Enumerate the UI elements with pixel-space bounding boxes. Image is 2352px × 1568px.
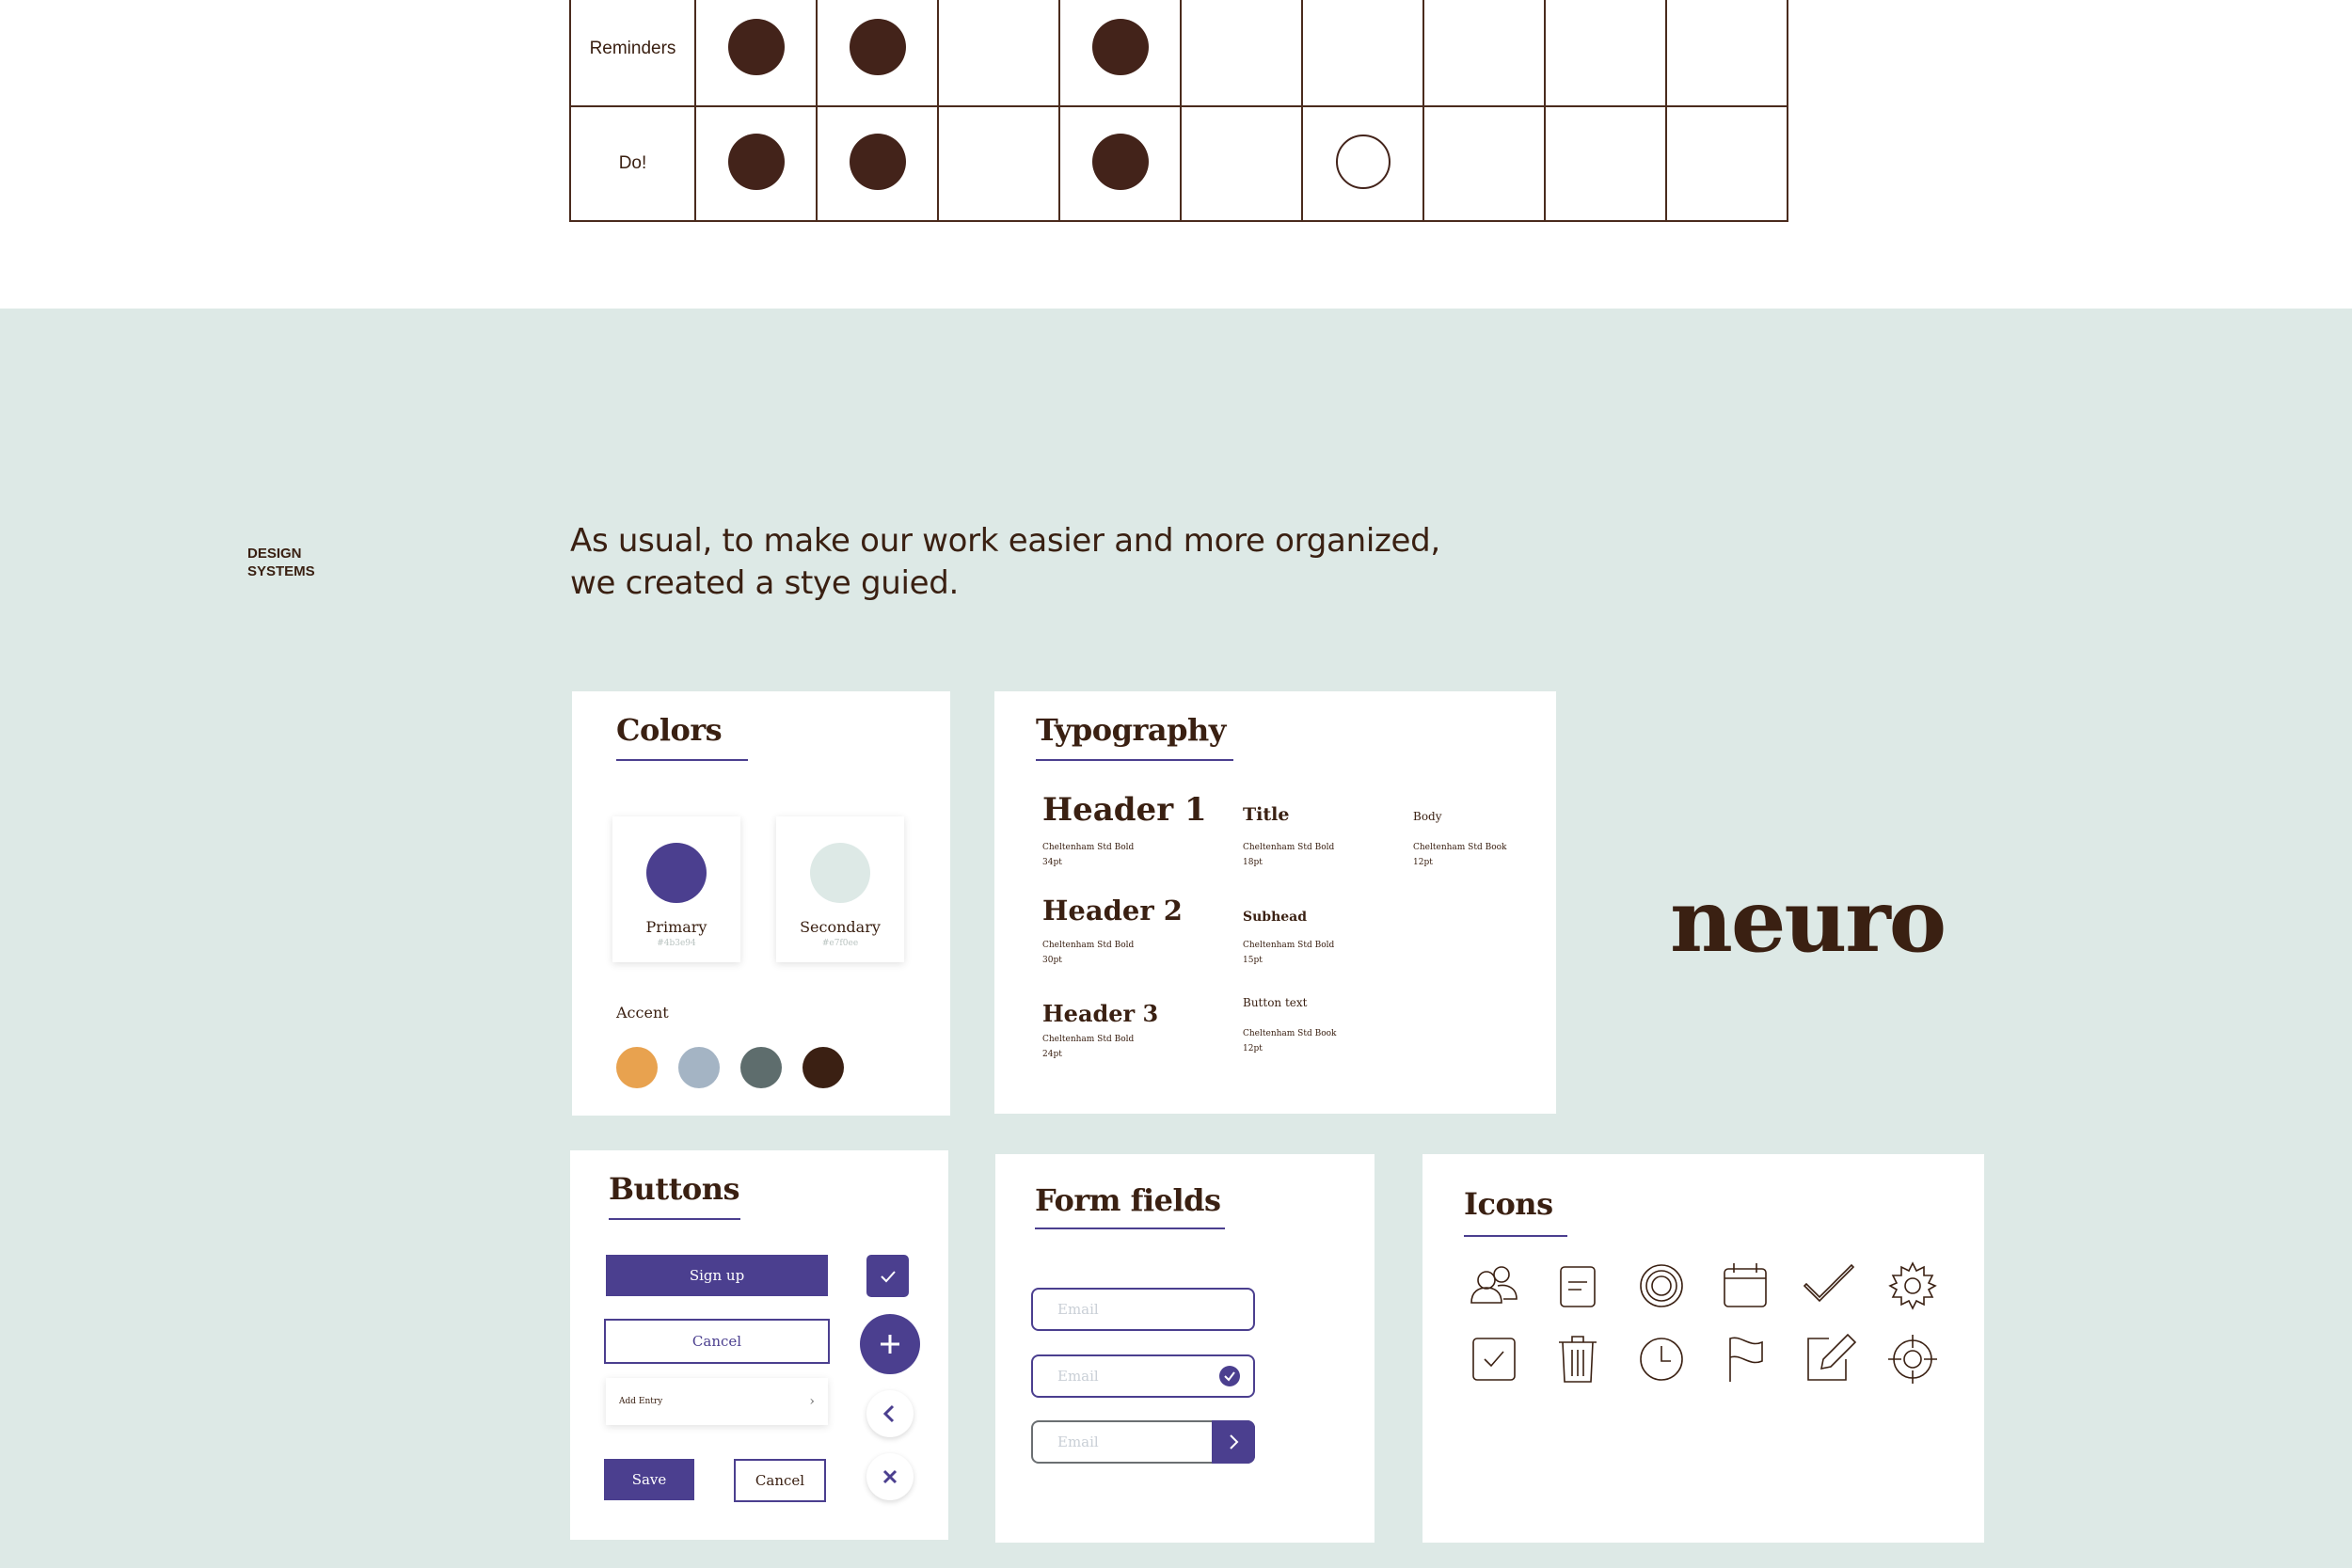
habit-tracker-area bbox=[0, 0, 2352, 309]
gear-icon bbox=[1884, 1258, 1941, 1314]
email-input[interactable] bbox=[1056, 1433, 1200, 1451]
clock-icon bbox=[1633, 1331, 1690, 1387]
grid-row-reminders bbox=[570, 0, 1788, 106]
accent-slate bbox=[740, 1047, 782, 1088]
header3-meta: Cheltenham Std Bold 24pt bbox=[1042, 1035, 1135, 1059]
body-sample: Body bbox=[1413, 810, 1442, 823]
header2-meta: Cheltenham Std Bold 30pt bbox=[1042, 941, 1135, 965]
header1-sample: Header 1 bbox=[1042, 791, 1207, 829]
checkmark-icon bbox=[1801, 1258, 1857, 1314]
card-title: Typography bbox=[1036, 712, 1226, 748]
users-icon bbox=[1466, 1258, 1522, 1314]
cancel-button[interactable]: Cancel bbox=[604, 1319, 830, 1364]
title-underline bbox=[1035, 1227, 1225, 1229]
checkbox-checked[interactable] bbox=[866, 1255, 909, 1297]
section-intro: As usual, to make our work easier and more organized, we created a stye guied. bbox=[570, 522, 1440, 602]
add-fab-button[interactable] bbox=[860, 1314, 920, 1374]
grid-cell[interactable] bbox=[1666, 0, 1788, 106]
row-label: Reminders bbox=[570, 0, 695, 106]
check-icon bbox=[877, 1265, 899, 1288]
card-title: Icons bbox=[1464, 1186, 1553, 1222]
email-field-default[interactable] bbox=[1031, 1288, 1255, 1331]
swatch-hex: #4b3e94 bbox=[657, 939, 696, 948]
grid-cell[interactable] bbox=[1302, 0, 1423, 106]
filled-dot bbox=[1092, 19, 1149, 75]
title-underline bbox=[616, 759, 748, 761]
email-input[interactable] bbox=[1056, 1300, 1200, 1319]
secondary-swatch bbox=[776, 816, 904, 962]
grid-cell[interactable] bbox=[1423, 0, 1545, 106]
title-underline bbox=[1036, 759, 1233, 761]
swatch-name: Secondary bbox=[800, 918, 881, 936]
grid-cell[interactable] bbox=[1302, 106, 1423, 221]
grid-cell[interactable] bbox=[817, 106, 938, 221]
swatch-name: Primary bbox=[645, 918, 707, 936]
title-sample: Title bbox=[1243, 804, 1290, 825]
title-underline bbox=[609, 1218, 740, 1220]
grid-cell[interactable] bbox=[695, 106, 817, 221]
primary-swatch bbox=[612, 816, 740, 962]
title-underline bbox=[1464, 1235, 1567, 1237]
subhead-meta: Cheltenham Std Bold 15pt bbox=[1243, 941, 1335, 965]
close-icon bbox=[881, 1467, 899, 1486]
trash-icon bbox=[1549, 1331, 1606, 1387]
grid-cell[interactable] bbox=[1545, 106, 1666, 221]
grid-cell[interactable] bbox=[1666, 106, 1788, 221]
card-title: Buttons bbox=[609, 1171, 739, 1207]
button-text-meta: Cheltenham Std Book 12pt bbox=[1243, 1029, 1337, 1053]
habit-grid bbox=[569, 0, 1788, 222]
chevron-right-icon bbox=[1225, 1433, 1242, 1450]
email-field-submit[interactable] bbox=[1031, 1420, 1255, 1464]
submit-arrow-button[interactable] bbox=[1212, 1420, 1255, 1464]
header3-sample: Header 3 bbox=[1042, 1000, 1159, 1027]
secondary-color-circle bbox=[810, 843, 870, 903]
grid-cell[interactable] bbox=[938, 106, 1059, 221]
accent-blue-gray bbox=[678, 1047, 720, 1088]
crosshair-icon bbox=[1884, 1331, 1941, 1387]
button-text-sample: Button text bbox=[1243, 996, 1308, 1009]
add-entry-label: Add Entry bbox=[619, 1397, 663, 1406]
accent-orange bbox=[616, 1047, 658, 1088]
check-circle-icon bbox=[1219, 1366, 1240, 1386]
icons-card bbox=[1422, 1154, 1984, 1543]
grid-cell[interactable] bbox=[1059, 106, 1181, 221]
typography-card bbox=[994, 691, 1556, 1114]
subhead-sample: Subhead bbox=[1243, 910, 1308, 925]
outline-dot bbox=[1336, 135, 1391, 189]
save-button[interactable]: Save bbox=[604, 1459, 694, 1500]
section-label: DESIGN SYSTEMS bbox=[247, 546, 315, 579]
flag-icon bbox=[1717, 1331, 1773, 1387]
grid-row-do bbox=[570, 106, 1788, 221]
target-icon bbox=[1633, 1258, 1690, 1314]
chevron-left-icon bbox=[880, 1403, 900, 1424]
back-button[interactable] bbox=[866, 1390, 914, 1437]
header2-sample: Header 2 bbox=[1042, 895, 1183, 927]
cancel-small-button[interactable]: Cancel bbox=[734, 1459, 826, 1502]
row-label: Do! bbox=[570, 106, 695, 221]
plus-icon bbox=[876, 1330, 904, 1358]
filled-dot bbox=[1092, 134, 1149, 190]
body-meta: Cheltenham Std Book 12pt bbox=[1413, 843, 1507, 867]
edit-icon bbox=[1801, 1331, 1857, 1387]
filled-dot bbox=[850, 19, 906, 75]
close-button[interactable] bbox=[866, 1453, 914, 1500]
chevron-right-icon: › bbox=[809, 1394, 815, 1409]
grid-cell[interactable] bbox=[817, 0, 938, 106]
grid-cell[interactable] bbox=[938, 0, 1059, 106]
grid-cell[interactable] bbox=[1545, 0, 1666, 106]
email-field-valid[interactable] bbox=[1031, 1354, 1255, 1398]
grid-cell[interactable] bbox=[1181, 106, 1302, 221]
accent-brown bbox=[803, 1047, 844, 1088]
primary-color-circle bbox=[646, 843, 707, 903]
add-entry-button[interactable] bbox=[606, 1378, 828, 1425]
filled-dot bbox=[850, 134, 906, 190]
email-input[interactable] bbox=[1056, 1367, 1200, 1386]
header1-meta: Cheltenham Std Bold 34pt bbox=[1042, 843, 1135, 867]
calendar-icon bbox=[1717, 1258, 1773, 1314]
grid-cell[interactable] bbox=[1423, 106, 1545, 221]
buttons-card bbox=[570, 1150, 948, 1540]
checkbox-icon bbox=[1466, 1331, 1522, 1387]
card-title: Form fields bbox=[1035, 1182, 1221, 1218]
colors-card bbox=[572, 691, 950, 1116]
grid-cell[interactable] bbox=[1059, 0, 1181, 106]
filled-dot bbox=[728, 19, 785, 75]
card-title: Colors bbox=[616, 712, 723, 748]
accent-label: Accent bbox=[616, 1004, 669, 1022]
signup-button[interactable]: Sign up bbox=[606, 1255, 828, 1296]
grid-cell[interactable] bbox=[1181, 0, 1302, 106]
title-meta: Cheltenham Std Bold 18pt bbox=[1243, 843, 1335, 867]
document-icon bbox=[1549, 1258, 1606, 1314]
form-fields-card bbox=[995, 1154, 1375, 1543]
filled-dot bbox=[728, 134, 785, 190]
swatch-hex: #e7f0ee bbox=[821, 939, 859, 948]
neuro-logo: neuro bbox=[1670, 870, 1946, 972]
grid-cell[interactable] bbox=[695, 0, 817, 106]
